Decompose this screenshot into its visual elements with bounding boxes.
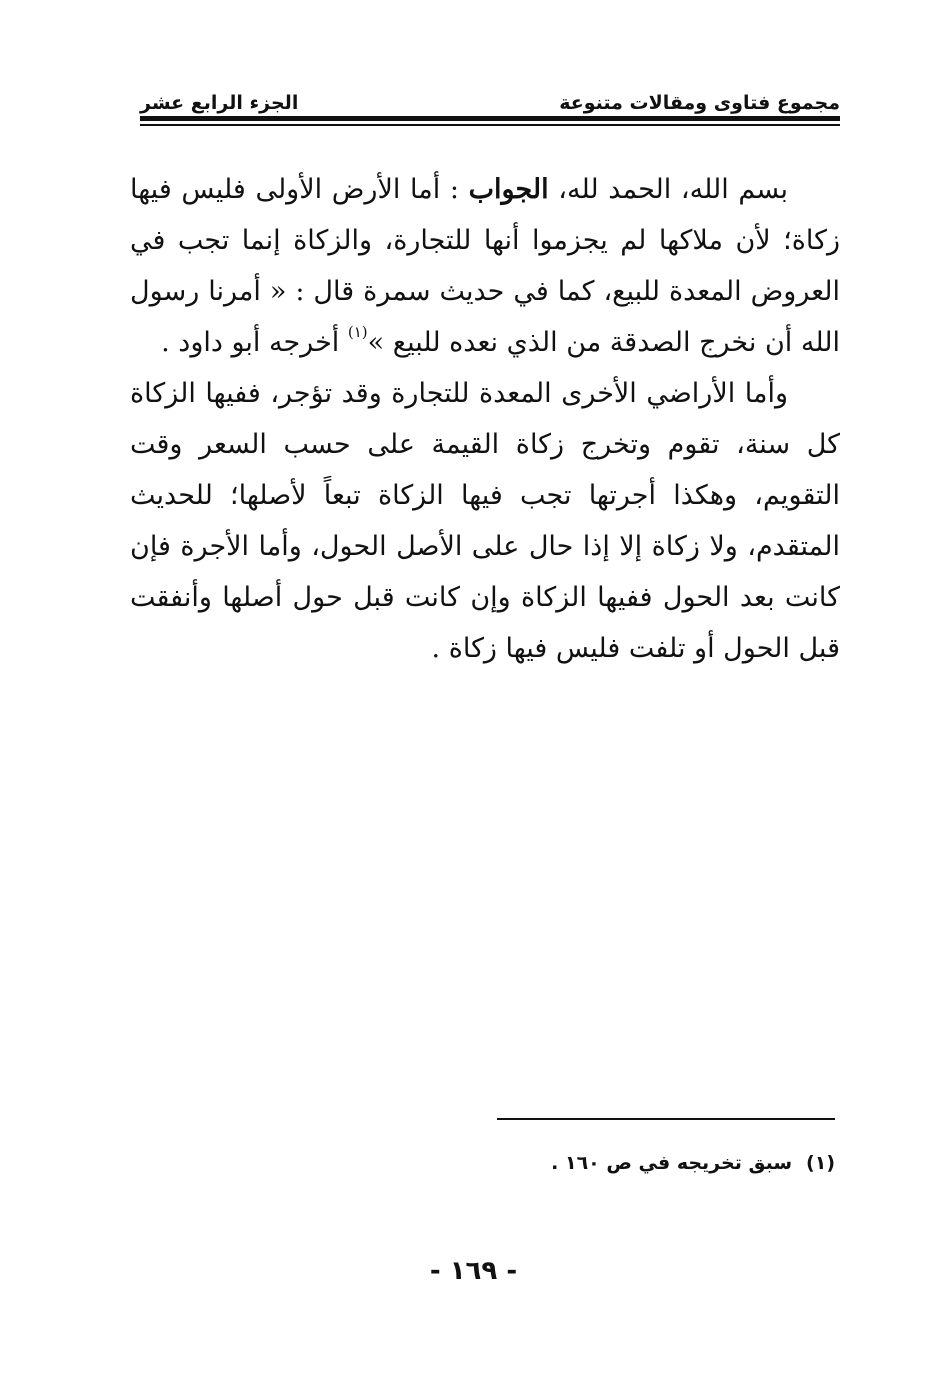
running-header: [140, 84, 840, 114]
header-rule-thick: [140, 116, 840, 121]
answer-label: الجواب: [468, 174, 549, 205]
footnote-text: سبق تخريجه في ص ١٦٠ .: [551, 1152, 793, 1174]
paragraph-1-ending: أخرجه أبو داود .: [161, 327, 348, 358]
header-rule-thin: [140, 124, 840, 126]
page-number: - ١٦٩ -: [429, 1256, 518, 1286]
paragraph-2: وأما الأراضي الأخرى المعدة للتجارة وقد تؤجر، ففيها الزكاة كل سنة، تقوم وتخرج زكاة القيمة على حسب السعر وقت التقويم، وهكذا أجرتها تجب فيها الزكاة تبعاً لأصلها؛ للحديث المتقدم، ولا زكاة إلا إذا حال على الأصل الحول، وأما الأجرة فإن كانت بعد الحول ففيها الزكاة وإن كانت قبل حول أصلها وأنفقت قبل الحول أو تلفت فليس فيها زكاة .: [130, 378, 840, 664]
footnote-separator: [497, 1118, 835, 1120]
paragraph-1: [130, 164, 840, 368]
footnote-marker: (١): [347, 323, 368, 341]
paragraph-1-text: : أما الأرض الأولى فليس فيها زكاة؛ لأن ملاكها لم يجزموا أنها للتجارة، والزكاة إنما تجب في العروض المعدة للبيع، كما في حديث سمرة قال : « أمرنا رسول الله أن نخرج الصدقة من الذي نعده للبيع »: [130, 174, 840, 358]
volume-label: الجزء الرابع عشر: [140, 92, 299, 114]
body-text: [130, 164, 840, 674]
footnote-number: (١): [806, 1152, 835, 1174]
footnote-1: [235, 1152, 835, 1174]
paragraph-1-opening: بسم الله، الحمد لله،: [548, 174, 788, 205]
book-title: مجموع فتاوى ومقالات متنوعة: [559, 92, 840, 114]
